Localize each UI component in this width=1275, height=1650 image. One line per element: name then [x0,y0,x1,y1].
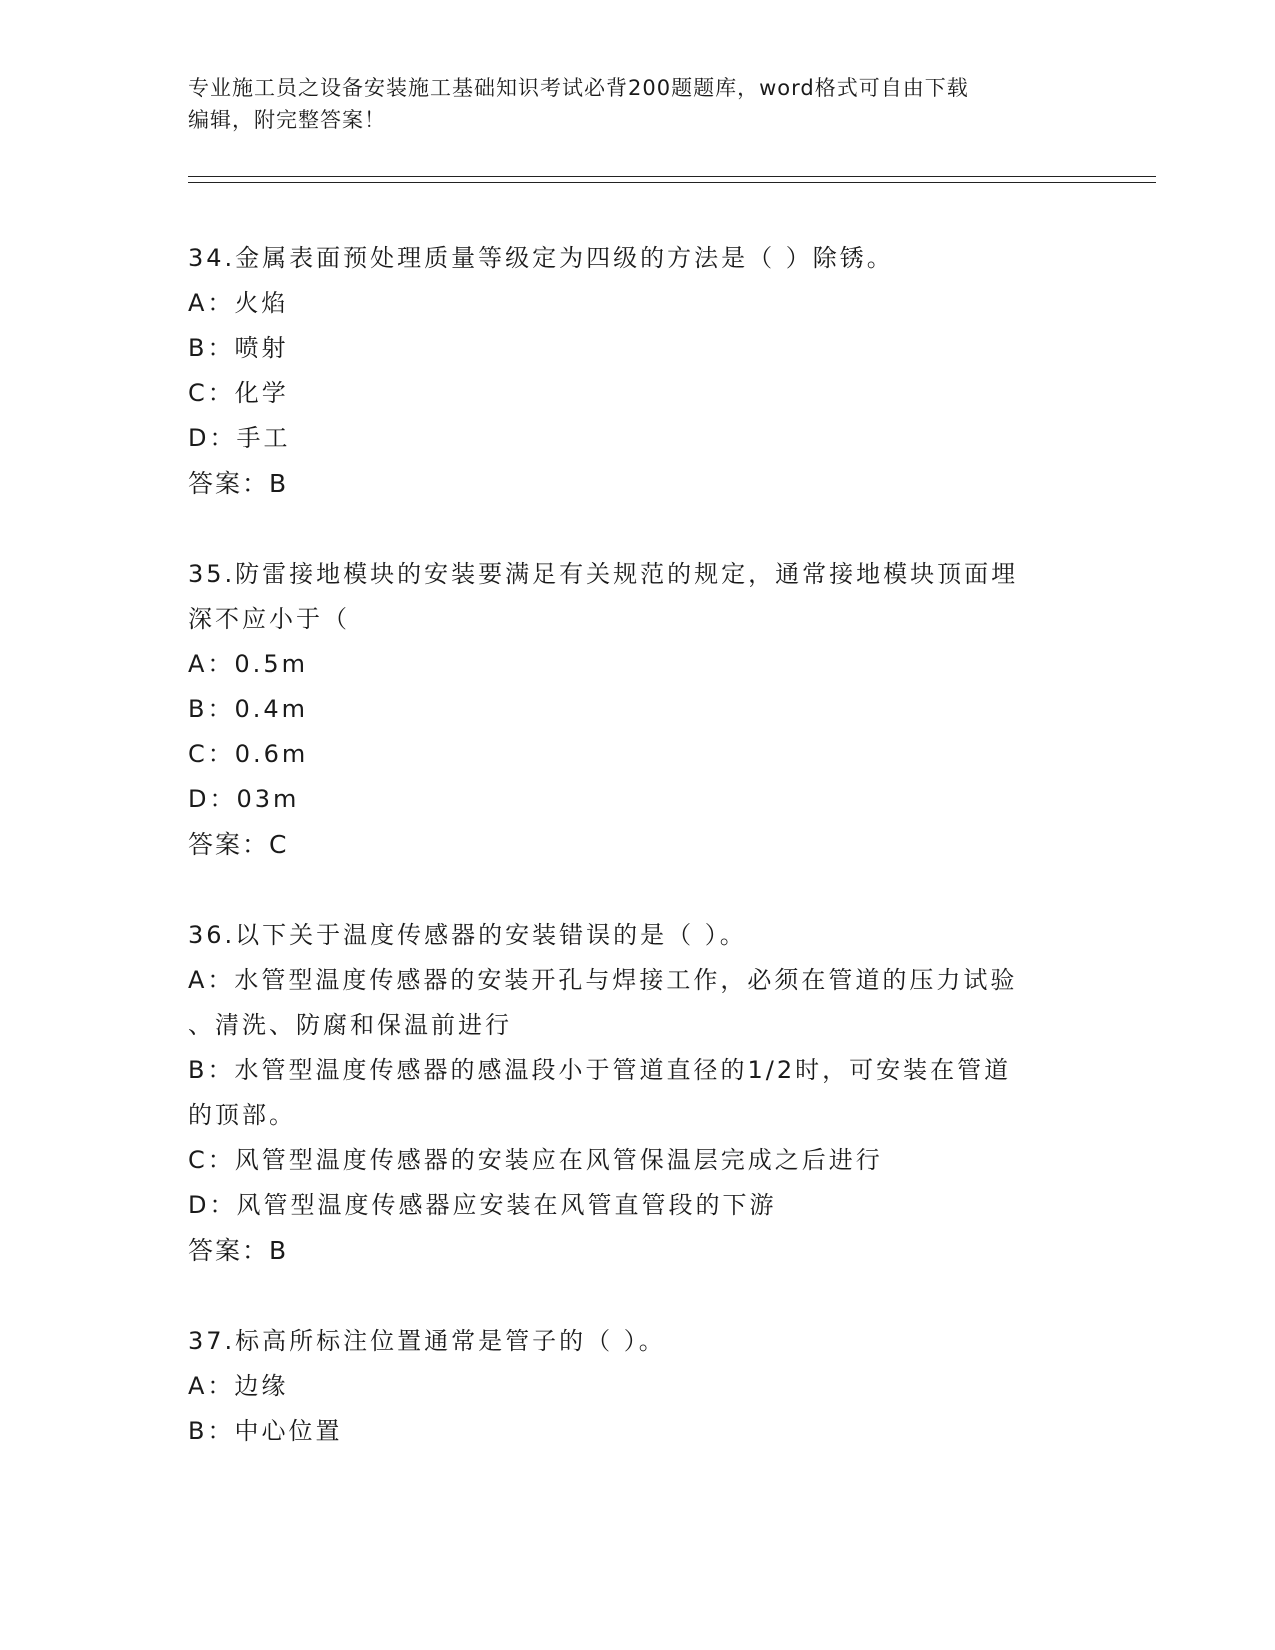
option-a: A：0.5m [188,650,308,678]
option-d: D：手工 [188,424,291,452]
question-36 [188,913,1088,1273]
question-text: 37.标高所标注位置通常是管子的（ ）。 [188,1327,666,1355]
option-a-cont: 、清洗、防腐和保温前进行 [188,1011,512,1039]
header-line-1: 专业施工员之设备安装施工基础知识考试必背200题题库，word格式可自由下载 [188,76,969,100]
header-divider-top [188,176,1156,177]
answer-text: 答案：B [188,469,289,498]
option-c: C：化学 [188,379,289,407]
option-b: B：0.4m [188,695,309,723]
question-text: 34.金属表面预处理质量等级定为四级的方法是（ ）除锈。 [188,244,894,272]
question-text-cont: 深不应小于（ [188,605,350,633]
option-b-cont: 的顶部。 [188,1101,296,1129]
question-34 [188,236,1088,506]
document-header [188,72,1068,136]
option-a: A：边缘 [188,1372,289,1400]
option-b: B：中心位置 [188,1417,343,1445]
question-text: 35.防雷接地模块的安装要满足有关规范的规定，通常接地模块顶面埋 [188,560,1019,588]
option-b: B：水管型温度传感器的感温段小于管道直径的1/2时，可安装在管道 [188,1056,1012,1084]
question-35 [188,552,1088,867]
option-a: A：水管型温度传感器的安装开孔与焊接工作，必须在管道的压力试验 [188,966,1018,994]
option-d: D：03m [188,785,300,813]
answer-text: 答案：B [188,1236,289,1265]
option-a: A：火焰 [188,289,289,317]
option-b: B：喷射 [188,334,289,362]
option-c: C：风管型温度传感器的安装应在风管保温层完成之后进行 [188,1146,883,1174]
answer-text: 答案：C [188,830,289,859]
header-divider-bottom [188,182,1156,183]
question-37 [188,1319,1088,1454]
option-c: C：0.6m [188,740,309,768]
option-d: D：风管型温度传感器应安装在风管直管段的下游 [188,1191,777,1219]
header-line-2: 编辑，附完整答案！ [188,108,386,132]
question-list [188,236,1088,1500]
question-text: 36.以下关于温度传感器的安装错误的是（ ）。 [188,921,747,949]
